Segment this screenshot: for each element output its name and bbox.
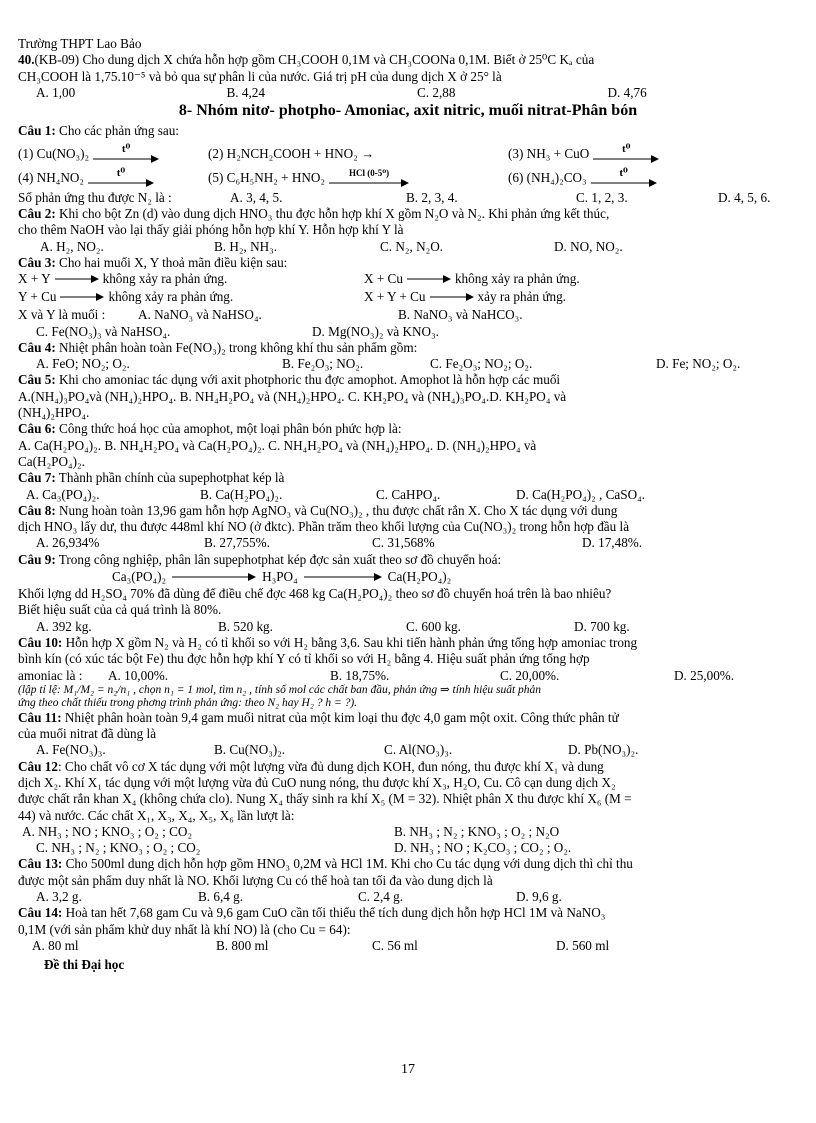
option-d: D. Fe; NO₂; O₂. — [656, 356, 741, 372]
question-text: Cho hai muối X, Y thoả mãn điều kiện sau: — [55, 254, 288, 270]
reaction-3: (3) NH₃ + CuO — [508, 145, 590, 161]
option-a: A. 3, 4, 5. — [230, 189, 283, 205]
option-c: C. 20,00%. — [500, 667, 560, 683]
question-label: Câu 14: — [18, 905, 63, 921]
option-a: A. H₂, NO₂. — [40, 238, 104, 254]
hint-note-cont: ứng theo chất thiếu trong phơng trình phản ứng: theo N₂ hay H₂ ? h = ?). — [18, 696, 358, 709]
question-2 — [18, 206, 798, 255]
question-text: Hoà tan hết 7,68 gam Cu và 9,6 gam CuO cần tối thiểu thể tích dung dịch hỗn hợp HCl 1M và NaNO₃ — [62, 905, 606, 921]
option-a: A. Fe(NO₃)₃. — [36, 742, 106, 758]
question-4 — [18, 340, 798, 373]
option-d: D. 560 ml — [556, 937, 610, 953]
scheme-arrow — [304, 573, 382, 581]
question-text-cont: dịch X₂. Khí X₁ tác dụng với một lượng vừa đủ CuO nung nóng, thu được khí X₃, H₂O, Cu. Cô cạn dung dịch X₂ — [18, 774, 616, 790]
option-b: B. Ca(H₂PO₄)₂. — [200, 486, 283, 502]
question-text: Nhiệt phân hoàn toàn Fe(NO₃)₂ trong không khí thu sản phẩm gồm: — [55, 339, 418, 355]
question-5 — [18, 372, 798, 421]
condition-2: X + Cu — [364, 271, 403, 287]
option-b: B. 4,24 — [226, 84, 265, 100]
option-d: D. 4,76 — [607, 84, 647, 100]
option-c: C. Al(NO₃)₃. — [384, 742, 453, 758]
question-stem: amoniac là : — [18, 667, 83, 683]
question-text: Hỗn hợp X gồm N₂ và H₂ có tỉ khối so với H₂ bằng 3,6. Sau khi tiến hành phản ứng tổng hợp amoniac trong — [62, 634, 638, 650]
reaction-5: (5) C₆H₅NH₂ + HNO₂ — [208, 169, 326, 185]
option-a: A. 10,00%. — [108, 667, 169, 683]
option-d: D. 17,48%. — [582, 535, 643, 551]
question-13 — [18, 856, 798, 905]
option-d: D. 700 kg. — [574, 618, 630, 634]
option-a: A. NaNO₃ và NaHSO₄. — [138, 307, 262, 323]
option-d: D. NH₃ ; NO ; K₂CO₃ ; CO₂ ; O₂. — [394, 840, 572, 856]
condition-1-result: không xảy ra phản ứng. — [102, 271, 228, 287]
question-label: Câu 6: — [18, 421, 56, 437]
option-d: D. 4, 5, 6. — [718, 189, 771, 205]
reaction-2: (2) H₂NCH₂COOH + HNO₂ → — [208, 145, 375, 161]
condition-2-result: không xảy ra phản ứng. — [454, 271, 580, 287]
question-label: Câu 2: — [18, 206, 56, 222]
reaction-arrow — [55, 275, 99, 283]
option-a: A. FeO; NO₂; O₂. — [36, 356, 130, 372]
question-text: Công thức hoá học của amophot, một loại phân bón phức hợp là: — [55, 421, 402, 437]
heat-arrow: t⁰ — [591, 168, 657, 187]
question-options-cont: (NH₄)₂HPO₄. — [18, 405, 90, 421]
reaction-6: (6) (NH₄)₂CO₃ — [508, 169, 587, 185]
question-text: : Cho chất vô cơ X tác dụng với một lượng vừa đủ dung dịch KOH, đun nóng, thu được khí X₁ và dung — [57, 758, 604, 774]
question-7 — [18, 470, 798, 503]
question-14 — [18, 905, 798, 954]
scheme-arrow — [172, 573, 256, 581]
reaction-4: (4) NH₄NO₂ — [18, 169, 84, 185]
option-b: B. 6,4 g. — [198, 889, 244, 905]
question-options: A.(NH₄)₃PO₄và (NH₄)₂HPO₄. B. NH₄H₂PO₄ và (NH₄)₂HPO₄. C. KH₂PO₄ và (NH₄)₃PO₄.D. KH₂PO₄ và — [18, 388, 567, 404]
reaction-arrow — [60, 293, 104, 301]
option-c: C. 1, 2, 3. — [576, 189, 628, 205]
option-d: D. Pb(NO₃)₂. — [568, 742, 639, 758]
heat-arrow: t⁰ — [593, 144, 659, 163]
question-text: Nung hoàn toàn 13,96 gam hỗn hợp AgNO₃ và Cu(NO₃)₂ , thu được chất rắn X. Cho X tác dụng với dung — [55, 502, 618, 518]
option-c: C. 2,88 — [417, 84, 456, 100]
hcl-arrow: HCl (0-5⁰) — [329, 168, 409, 187]
document-page — [18, 36, 798, 974]
option-d: D. Ca(H₂PO₄)₂ , CaSO₄. — [516, 486, 646, 502]
option-c: C. Fe(NO₃)₃ và NaHSO₄. — [36, 323, 171, 339]
page-number: 17 — [401, 1062, 415, 1077]
question-label: Câu 4: — [18, 339, 56, 355]
question-text: Khi cho amoniac tác dụng với axit photphoric thu đợc amophot. Amophot là hỗn hợp các muối — [55, 372, 561, 388]
question-text-cont: cho thêm NaOH vào lại thấy giải phóng hỗn hợp khí Y. Hỗn hợp khí Y là — [18, 222, 404, 238]
option-b: B. NH₃ ; N₂ ; KNO₃ ; O₂ ; N₂O — [394, 823, 560, 839]
question-text-cont: Khối lợng dd H₂SO₄ 70% đã dùng để điều chế đợc 468 kg Ca(H₂PO₄)₂ theo sơ đồ chuyển hoá trên là bao nhiêu? — [18, 586, 612, 602]
question-text-cont: được chất rắn khan X₄ (không chứa clo). Nung X₄ thấy sinh ra khí X₅ (M = 32). Nhiệt phân X thu được khí X₆ (M = — [18, 791, 632, 807]
question-options-cont: Ca(H₂PO₄)₂. — [18, 453, 85, 469]
question-text: (KB-09) Cho dung dịch X chứa hỗn hợp gồm CH₃COOH 0,1M và CH₃COONa 0,1M. Biết ở 25⁰C Kₐ của — [34, 52, 595, 68]
option-a: A. 392 kg. — [36, 618, 92, 634]
question-11 — [18, 710, 798, 759]
option-b: B. 520 kg. — [218, 618, 273, 634]
question-text-cont: của muối nitrat đã dùng là — [18, 726, 157, 742]
question-12 — [18, 759, 798, 857]
option-c: C. 31,568% — [372, 535, 435, 551]
question-label: Câu 10: — [18, 634, 63, 650]
option-a: A. NH₃ ; NO ; KNO₃ ; O₂ ; CO₂ — [22, 823, 193, 839]
option-c: C. CaHPO₄. — [376, 486, 441, 502]
question-6 — [18, 421, 798, 470]
option-b: B. 2, 3, 4. — [406, 189, 458, 205]
option-b: B. H₂, NH₃. — [214, 238, 278, 254]
question-text: Khi cho bột Zn (d) vào dung dịch HNO₃ thu đợc hỗn hợp khí X gồm N₂O và N₂. Khi phản ứng kết thúc, — [55, 206, 610, 222]
option-b: B. 18,75%. — [330, 667, 390, 683]
question-text: Trong công nghiệp, phân lân supephotphat kép đợc sản xuất theo sơ đồ chuyển hoá: — [55, 551, 502, 567]
question-label: Câu 9: — [18, 551, 56, 567]
option-a: A. 26,934% — [36, 535, 100, 551]
question-stem: X và Y là muối : — [18, 307, 106, 323]
option-c: C. N₂, N₂O. — [380, 238, 444, 254]
question-text-cont: 44) và nước. Các chất X₁, X₃, X₄, X₅, X₆ lần lượt là: — [18, 807, 295, 823]
option-b: B. Fe₂O₃; NO₂. — [282, 356, 364, 372]
option-a: A. Ca₃(PO₄)₂. — [26, 486, 100, 502]
question-options: A. Ca(H₂PO₄)₂. B. NH₄H₂PO₄ và Ca(H₂PO₄)₂. C. NH₄H₂PO₄ và (NH₄)₂HPO₄. D. (NH₄)₂HPO₄ và — [18, 437, 537, 453]
option-b: B. 27,755%. — [204, 535, 270, 551]
condition-1: X + Y — [18, 271, 51, 287]
question-10 — [18, 635, 798, 710]
option-c: C. NH₃ ; N₂ ; KNO₃ ; O₂ ; CO₂ — [36, 840, 201, 856]
question-40 — [18, 52, 798, 101]
option-c: C. Fe₂O₃; NO₂; O₂. — [430, 356, 533, 372]
question-number: 40. — [18, 52, 35, 68]
question-text-cont: CH₃COOH là 1,75.10⁻⁵ và bỏ qua sự phân li của nước. Giá trị pH của dung dịch X ở 25° là — [18, 68, 502, 84]
question-text: Thành phần chính của supephotphat kép là — [55, 470, 285, 486]
hint-note: (lập tỉ lệ: M₁/M₂ = n₂/n₁ , chọn n₁ = 1 mol, tìm n₂ , tính số mol các chất ban đầu, phản ứng ⇒ tính hiệu suất phản — [18, 683, 542, 696]
question-label: Câu 3: — [18, 254, 56, 270]
question-label: Câu 8: — [18, 502, 56, 518]
question-text-cont: dịch HNO₃ lấy dư, thu được 448ml khí NO (ở đktc). Phần trăm theo khối lượng của Cu(NO₃)₂ trong hỗn hợp đầu là — [18, 519, 630, 535]
option-d: D. Mg(NO₃)₂ và KNO₃. — [312, 323, 439, 339]
question-label: Câu 7: — [18, 470, 56, 486]
option-d: D. NO, NO₂. — [554, 238, 623, 254]
option-b: B. Cu(NO₃)₂. — [214, 742, 286, 758]
question-8 — [18, 503, 798, 552]
question-text-cont: Biết hiệu suất của cả quá trình là 80%. — [18, 602, 222, 618]
option-a: A. 1,00 — [36, 84, 76, 100]
condition-4-result: xảy ra phản ứng. — [477, 289, 566, 305]
condition-3: Y + Cu — [18, 289, 57, 305]
option-c: C. 600 kg. — [406, 618, 461, 634]
question-text: Cho 500ml dung dịch hỗn hợp gồm HNO₃ 0,2M và HCl 1M. Khi cho Cu tác dụng với dung dịch thì chỉ thu — [62, 856, 633, 872]
option-a: A. 3,2 g. — [36, 889, 82, 905]
heat-arrow: t⁰ — [93, 144, 159, 163]
condition-4: X + Y + Cu — [364, 289, 426, 305]
reaction-1: (1) Cu(NO₃)₂ — [18, 145, 90, 161]
question-stem: Số phản ứng thu được N₂ là : — [18, 189, 172, 205]
option-b: B. NaNO₃ và NaHCO₃. — [398, 307, 523, 323]
question-text: Cho các phản ứng sau: — [55, 123, 179, 139]
scheme-step-3: Ca(H₂PO₄)₂ — [387, 568, 452, 584]
option-a: A. 80 ml — [32, 937, 79, 953]
scheme-step-2: H₃PO₄ — [262, 568, 298, 584]
option-b: B. 800 ml — [216, 937, 269, 953]
condition-3-result: không xảy ra phản ứng. — [108, 289, 234, 305]
option-d: D. 9,6 g. — [516, 889, 562, 905]
option-c: C. 56 ml — [372, 937, 418, 953]
reaction-arrow — [430, 293, 474, 301]
question-3 — [18, 255, 798, 340]
heat-arrow: t⁰ — [88, 168, 154, 187]
question-1 — [18, 123, 798, 206]
question-label: Câu 13: — [18, 856, 63, 872]
reaction-arrow — [407, 275, 451, 283]
question-text: Nhiệt phân hoàn toàn 9,4 gam muối nitrat của một kim loại thu đợc 4,0 gam một oxit. Công thức phân tử — [61, 709, 619, 725]
question-label: Câu 5: — [18, 372, 56, 388]
scheme-step-1: Ca₃(PO₄)₂ — [112, 568, 167, 584]
question-9 — [18, 552, 798, 635]
footer-title: Đề thi Đại học — [44, 957, 125, 973]
section-title: 8- Nhóm nitơ- photpho- Amoniac, axit nitric, muối nitrat-Phân bón — [178, 102, 638, 120]
question-text-cont: được một sản phẩm duy nhất là NO. Khối lượng Cu có thể hoà tan tối đa vào dung dịch là — [18, 872, 493, 888]
question-label: Câu 11: — [18, 709, 62, 725]
question-label: Câu 12 — [18, 758, 58, 774]
question-text-cont: 0,1M (với sản phẩm khử duy nhất là khí NO) là (cho Cu = 64): — [18, 921, 351, 937]
question-label: Câu 1: — [18, 123, 56, 139]
school-header: Trường THPT Lao Bảo — [18, 36, 142, 51]
option-d: D. 25,00%. — [674, 667, 735, 683]
option-c: C. 2,4 g. — [358, 889, 404, 905]
question-text-cont: bình kín (có xúc tác bột Fe) thu đợc hỗn hợp khí Y có tỉ khối so với H₂ bằng 4. Hiệu suất phản ứng tổng hợp — [18, 651, 590, 667]
